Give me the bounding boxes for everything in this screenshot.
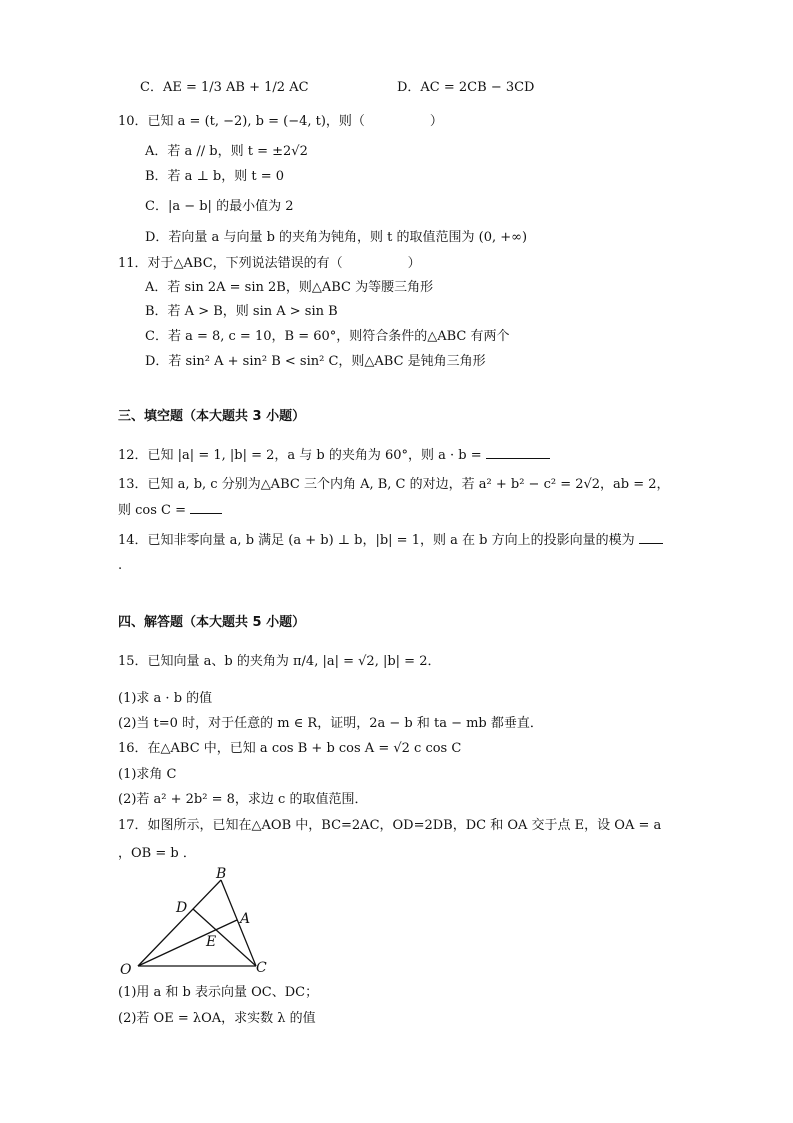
q14-answer-blank [639, 530, 663, 544]
q12-text: 12．已知 |a| = 1, |b| = 2，a 与 b 的夹角为 60°，则 a · b = [118, 448, 482, 463]
q10-option-b: B．若 a ⊥ b，则 t = 0 [145, 169, 285, 184]
label-o: O [120, 962, 132, 978]
q10-stem: 10．已知 a = (t, −2), b = (−4, t)，则（ ） [118, 114, 443, 129]
q10-option-d: D．若向量 a 与向量 b 的夹角为钝角，则 t 的取值范围为 (0, +∞) [145, 230, 528, 245]
label-e: E [206, 934, 217, 950]
q14-stem [118, 530, 663, 550]
segment-bc [221, 880, 256, 966]
segment-oa [138, 920, 237, 966]
q11-option-c: C．若 a = 8, c = 10，B = 60°，则符合条件的△ABC 有两个 [145, 329, 510, 344]
q16-stem: 16．在△ABC 中，已知 a cos B + b cos A = √2 c cos C [118, 741, 462, 756]
q17-part-2: (2)若 OE = λOA，求实数 λ 的值 [118, 1011, 316, 1026]
triangle-aob-figure [118, 866, 278, 978]
q13-stem-2 [118, 500, 222, 520]
q17-stem-2: ，OB = b ． [118, 846, 196, 861]
label-a: A [240, 911, 251, 927]
q15-stem: 15．已知向量 a、b 的夹角为 π/4, |a| = √2, |b| = 2． [118, 654, 441, 669]
q15-part-2: (2)当 t=0 时，对于任意的 m ∈ R，证明，2a − b 和 ta − mb 都垂直． [118, 716, 543, 731]
label-d: D [176, 900, 188, 916]
q10-option-c: C．|a − b| 的最小值为 2 [145, 199, 294, 214]
q17-stem: 17．如图所示，已知在△AOB 中，BC=2AC，OD=2DB，DC 和 OA 交于点 E，设 OA = a [118, 818, 662, 833]
q17-part-1: (1)用 a 和 b 表示向量 OC、DC； [118, 985, 319, 1000]
q12-answer-blank [486, 445, 550, 459]
q12-stem [118, 445, 550, 465]
q13-answer-blank [190, 500, 222, 514]
q9-option-c: C．AE = 1/3 AB + 1/2 AC [140, 80, 309, 95]
q13-text: 则 cos C = [118, 503, 187, 518]
q10-option-a: A．若 a // b，则 t = ±2√2 [145, 144, 308, 159]
q9-option-d: D．AC = 2CB − 3CD [397, 80, 535, 95]
section-answer-heading: 四、解答题（本大题共 5 小题） [118, 615, 306, 630]
q11-option-b: B．若 A > B，则 sin A > sin B [145, 304, 338, 319]
q16-part-2: (2)若 a² + 2b² = 8，求边 c 的取值范围． [118, 792, 368, 807]
label-b: B [216, 866, 227, 882]
label-c: C [256, 960, 267, 976]
q14-period: . [118, 558, 123, 573]
q14-text: 14．已知非零向量 a, b 满足 (a + b) ⊥ b，|b| = 1，则 a 在 b 方向上的投影向量的模为 [118, 533, 635, 548]
section-fill-in-heading: 三、填空题（本大题共 3 小题） [118, 409, 306, 424]
q15-part-1: (1)求 a · b 的值 [118, 691, 213, 706]
q16-part-1: (1)求角 C [118, 767, 177, 782]
q11-stem: 11．对于△ABC，下列说法错误的有（ ） [118, 256, 421, 271]
q11-option-d: D．若 sin² A + sin² B < sin² C，则△ABC 是钝角三角形 [145, 354, 486, 369]
q13-stem: 13．已知 a, b, c 分别为△ABC 三个内角 A, B, C 的对边，若 a² + b² − c² = 2√2，ab = 2， [118, 477, 670, 492]
q11-option-a: A．若 sin 2A = sin 2B，则△ABC 为等腰三角形 [145, 280, 434, 295]
